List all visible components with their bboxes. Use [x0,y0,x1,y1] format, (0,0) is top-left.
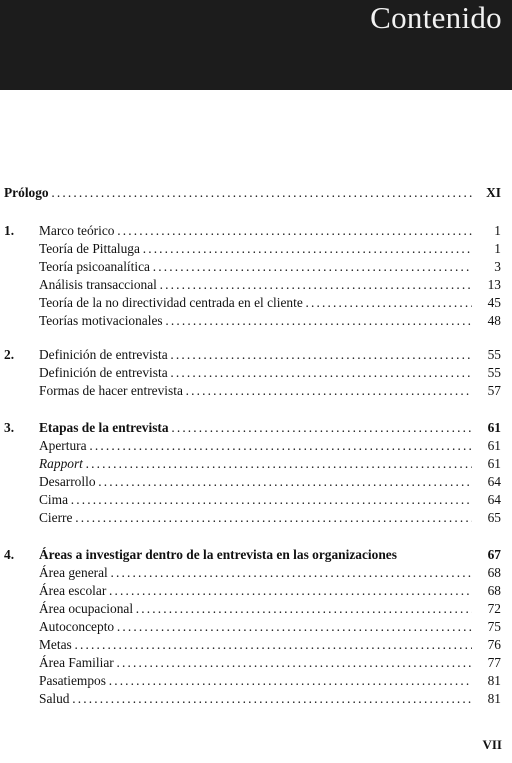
toc-entry-label: Salud . . . [39,690,472,708]
toc-entry [0,312,512,330]
toc-entry [0,636,512,654]
toc-entry [0,600,512,618]
toc-entry [0,618,512,636]
chapter-title: Marco teórico . . . [39,222,472,240]
chapter-title: Etapas de la entrevista . . . [39,419,472,437]
toc-entry-page: 45 [487,295,501,310]
toc-entry-label: Área Familiar . . . [39,654,472,672]
toc-entry [0,364,512,382]
toc-entry-page: 55 [487,365,501,380]
toc-entry-label: Definición de entrevista . . . [39,364,472,382]
toc-entry [0,437,512,455]
chapter-number: 1. [4,223,15,238]
toc-entry-page: 57 [487,383,501,398]
toc-entry-label: Teoría de la no directividad centrada en el cliente . . . [39,294,472,312]
toc-entry [0,473,512,491]
toc-entry-page: 3 [494,259,501,274]
toc-entry-label: Área ocupacional . . . [39,600,472,618]
toc-entry-page: 72 [487,601,501,616]
toc-entry [0,240,512,258]
toc-entry [0,455,512,473]
toc-entry-page: 13 [487,277,501,292]
toc-entry-label: Desarrollo . . . [39,473,472,491]
toc-entry-label: Pasatiempos . . . [39,672,472,690]
toc-entry-label: Formas de hacer entrevista . . . [39,382,472,400]
toc-chapter-3 [0,419,512,437]
toc-entry-page: 65 [487,510,501,525]
toc-entry [0,582,512,600]
toc-entry [0,382,512,400]
toc-label-prologo: Prólogo . . . [4,184,472,202]
header-band [0,0,512,90]
toc-entry-page: 81 [487,673,501,688]
toc-entry [0,294,512,312]
toc-entry-label: Área escolar . . . [39,582,472,600]
toc-entry [0,509,512,527]
toc-chapter-1 [0,222,512,240]
toc-entry-label: Metas . . . [39,636,472,654]
page-number: VII [482,737,502,752]
page-title: Contenido [370,0,502,35]
toc-entry-page: 76 [487,637,501,652]
toc-entry [0,672,512,690]
toc-entry-page: 1 [494,241,501,256]
toc-entry-page: 61 [487,456,501,471]
toc-entry-label: Cima . . . [39,491,472,509]
toc-entry-page: 68 [487,583,501,598]
toc-row-prologo [0,184,512,202]
chapter-page: 61 [487,420,501,435]
toc-entry [0,690,512,708]
toc-entry [0,276,512,294]
toc-entry-page: 77 [487,655,501,670]
toc-entry [0,564,512,582]
toc-chapter-2 [0,346,512,364]
toc-entry-label: Análisis transaccional . . . [39,276,472,294]
toc-entry-label: Autoconcepto . . . [39,618,472,636]
toc-entry-label: Cierre . . . [39,509,472,527]
toc-chapter-4 [0,546,512,564]
toc-entry-label: Teoría psicoanalítica . . . [39,258,472,276]
toc-entry-page: 75 [487,619,501,634]
toc-entry-page: 61 [487,438,501,453]
toc-entry-label: Rapport . . . [39,455,472,473]
chapter-number: 2. [4,347,15,362]
toc-entry [0,258,512,276]
chapter-page: 67 [487,547,501,562]
chapter-page: 1 [494,223,501,238]
toc-entry-label: Teoría de Pittaluga . . . [39,240,472,258]
toc-entry-page: 64 [487,474,501,489]
toc-entry-page: 64 [487,492,501,507]
toc-entry [0,491,512,509]
chapter-title: Definición de entrevista . . . [39,346,472,364]
toc-entry-page: 81 [487,691,501,706]
chapter-page: 55 [487,347,501,362]
toc-entry-page: 48 [487,313,501,328]
chapter-number: 3. [4,420,15,435]
toc-entry-page: 68 [487,565,501,580]
toc-entry-label: Área general . . . [39,564,472,582]
chapter-number: 4. [4,547,15,562]
toc-entry [0,654,512,672]
toc-entry-label: Teorías motivacionales . . . [39,312,472,330]
toc-entry-label: Apertura . . . [39,437,472,455]
chapter-title: Áreas a investigar dentro de la entrevista en las organizaciones [39,547,397,562]
toc-page-prologo: XI [486,185,501,200]
